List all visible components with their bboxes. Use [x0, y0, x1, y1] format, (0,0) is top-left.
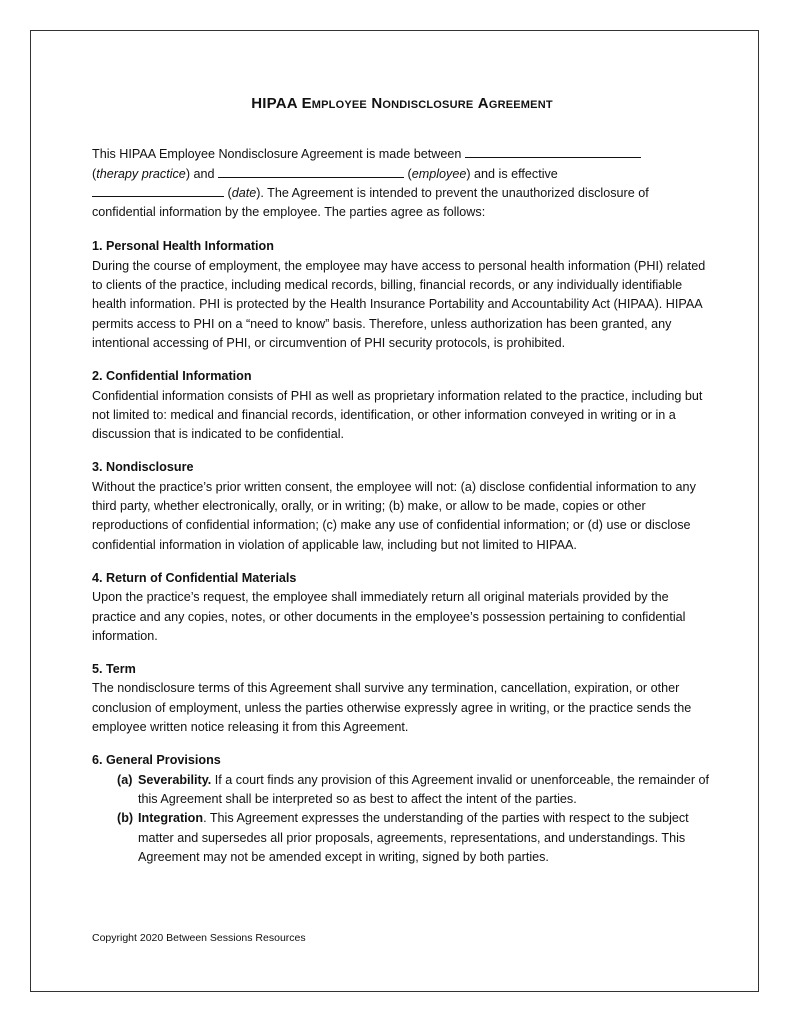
section-term: [92, 660, 712, 737]
provision-title: Integration: [138, 811, 204, 826]
provisions-list: [92, 771, 712, 867]
intro-text: ). The Agreement is intended to prevent the unauthorized disclosure of confidential information by the employee. The parties agree as follows:: [92, 185, 649, 220]
intro-text: ) and is effective: [466, 166, 558, 181]
section-general-provisions: [92, 751, 712, 867]
title-word: Nondisclosure: [371, 95, 474, 112]
section-nondisclosure: [92, 458, 712, 554]
practice-blank: [465, 145, 641, 158]
provision-text: . This Agreement expresses the understanding of the parties with respect to the subject matter and supersedes all prior proposals, agreements, representations, and understandings. This Agreement may not be amended except in writing, signed by both parties.: [138, 811, 689, 864]
document-body: [92, 94, 712, 881]
title-word: HIPAA: [251, 95, 298, 112]
section-heading: 2. Confidential Information: [92, 369, 252, 384]
title-word: Employee: [301, 95, 367, 112]
therapy-practice-label: therapy practice: [96, 166, 186, 181]
provision-label: (b): [117, 811, 134, 826]
section-return-of-materials: [92, 569, 712, 646]
section-body: The nondisclosure terms of this Agreement shall survive any termination, cancellation, expiration, or other conclusion of employment, unless the parties otherwise expressly agree in writing, or the practice sends the employee written notice releasing it from this Agreement.: [92, 681, 692, 735]
section-heading: 1. Personal Health Information: [92, 239, 274, 254]
intro-text: ) and: [185, 166, 215, 181]
date-blank: [92, 184, 224, 197]
employee-blank: [218, 165, 404, 178]
section-body: Upon the practice’s request, the employee shall immediately return all original materials provided by the practice and any copies, notes, or other documents in the employee’s possession pertaining to confidential information.: [92, 590, 686, 643]
title-word: Agreement: [477, 95, 553, 112]
section-personal-health-information: [92, 237, 712, 353]
document-title: [92, 94, 712, 113]
section-heading: 3. Nondisclosure: [92, 460, 194, 475]
provision-label: (a): [117, 772, 133, 787]
date-label: date: [231, 185, 257, 200]
provision-text: If a court finds any provision of this Agreement invalid or unenforceable, the remainder of this Agreement shall be interpreted so as best to affect the intent of the parties.: [138, 772, 710, 806]
intro-paragraph: This HIPAA Employee Nondisclosure Agreement is made between (therapy practice) and (employee) and is effective (date). The Agreement is intended to prevent the unauthorized disclosure of confidential information by the employee. The parties agree as follows:: [92, 147, 649, 220]
provision-item: [92, 809, 712, 867]
section-heading: 4. Return of Confidential Materials: [92, 570, 297, 585]
intro-text: This HIPAA Employee Nondisclosure Agreement is made between: [92, 147, 462, 162]
provision-item: [92, 771, 712, 810]
employee-label: employee: [411, 166, 467, 181]
section-body: Without the practice’s prior written consent, the employee will not: (a) disclose confidential information to any third party, whether electronically, orally, or in writing; (b) make, or allow to be made, copies or other reproductions of confidential information; (c) make any use of confidential information; or (d) use or disclose confidential information in violation of applicable law, including but not limited to HIPAA.: [92, 479, 696, 552]
section-confidential-information: [92, 367, 712, 444]
section-body: During the course of employment, the employee may have access to personal health information (PHI) related to clients of the practice, including medical records, billing, financial records, or any individually identifiable health information. PHI is protected by the Health Insurance Portability and Accountability Act (HIPAA). HIPAA permits access to PHI on a “need to know” basis. Therefore, unless authorization has been granted, any intentional accessing of PHI, or circumvention of PHI security protocols, is prohibited.: [92, 258, 706, 350]
section-body: Confidential information consists of PHI as well as proprietary information related to the practice, including but not limited to: medical and financial records, identification, or other information conveyed in writing or in a discussion that is indicated to be confidential.: [92, 388, 703, 442]
section-heading: 6. General Provisions: [92, 753, 221, 768]
section-heading: 5. Term: [92, 662, 136, 677]
copyright-footer: Copyright 2020 Between Sessions Resources: [92, 932, 306, 944]
provision-title: Severability.: [138, 772, 212, 787]
